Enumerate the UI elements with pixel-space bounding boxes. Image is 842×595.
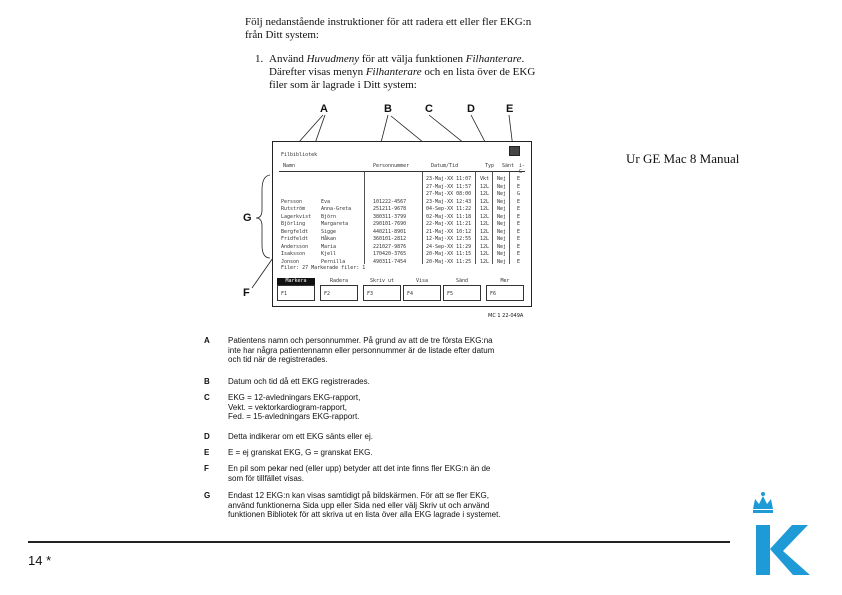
col-datetime: Datum/Tid — [431, 163, 459, 169]
col-type: Typ — [485, 163, 495, 169]
file-count-status: Filer: 27 Markerade filer: 1 — [281, 265, 366, 271]
table-row[interactable]: Fridfeldt Håkan 360101-2812 12-Maj-XX 12:55 12L Nej E — [281, 236, 521, 242]
step-number: 1. — [255, 53, 264, 65]
header-divider — [279, 171, 525, 172]
step-line-2: Därefter visas menyn Filhanterare och en lista över de EKG — [269, 66, 536, 78]
legend-item-d: D Detta indikerar om ett EKG sänts eller ej. — [204, 432, 373, 441]
col-personnummer: Personnummer — [373, 163, 410, 169]
table-row[interactable]: Jonson Pernilla 490311-7454 20-Maj-XX 11:25 12L Nej E — [281, 258, 521, 265]
file-list — [281, 176, 527, 266]
callout-c: C — [425, 103, 433, 115]
karolinska-logo-icon — [750, 491, 812, 577]
legend — [204, 336, 534, 523]
footer-divider — [28, 541, 730, 543]
f5-sand-button[interactable]: Sänd F5 — [443, 278, 481, 301]
intro-line: från Ditt system: — [245, 29, 319, 41]
figure-code: MC 1 22-049A — [488, 313, 524, 319]
callout-b: B — [384, 103, 392, 115]
step-line-1: Använd Huvudmeny för att välja funktionen Filhanterare. — [269, 53, 525, 65]
legend-item-g: G Endast 12 EKG:n kan visas samtidigt på bildskärmen. För att se fler EKG, använd funktionerna Sida upp eller Sida ned eller välj Skriv ut och använd funktionen Bibliotek för att skriva ut en lista över alla EKG lagrade i systemet. — [204, 491, 501, 520]
legend-item-f: F En pil som pekar ned (eller upp) betyder att det inte finns fler EKG:n än de som för tillfället visas. — [204, 464, 491, 483]
callout-d: D — [467, 103, 475, 115]
table-row[interactable]: 23-Maj-XX 11:07 Vkt Nej E — [426, 176, 521, 182]
f4-visa-button[interactable]: Visa F4 — [403, 278, 441, 301]
table-row[interactable]: Björling Margareta 290101-7690 22-Maj-XX 11:21 12L Nej E — [281, 221, 521, 227]
page-number: 14 * — [28, 553, 52, 568]
legend-item-c: C EKG = 12-avledningars EKG-rapport, Vekt. = vektorkardiogram-rapport, Fed. = 15-avledningars EKG-rapport. — [204, 393, 361, 422]
table-row[interactable]: 27-Maj-XX 08:00 12L Nej G — [426, 191, 521, 197]
scroll-indicator-icon — [509, 146, 520, 156]
f1-markera-button[interactable]: Markera F1 — [277, 278, 315, 301]
column-headers — [281, 163, 526, 175]
ecg-file-manager-screen — [272, 141, 532, 307]
table-row[interactable]: Isaksson Kjell 170420-3765 20-Maj-XX 11:15 12L Nej E — [281, 251, 521, 257]
legend-item-b: B Datum och tid då ett EKG registrerades. — [204, 377, 370, 386]
f2-radera-button[interactable]: Radera F2 — [320, 278, 358, 301]
callout-a: A — [320, 103, 328, 115]
table-row[interactable]: Andersson Maria 221027-9876 24-Sep-XX 11:29 12L Nej E — [281, 243, 521, 250]
table-row[interactable]: Persson Eva 101222-4567 23-Maj-XX 12:43 12L Nej E — [281, 198, 521, 205]
screen-title: Filbibliotek — [281, 152, 318, 158]
table-row[interactable]: 27-Maj-XX 11:57 12L Nej E — [426, 183, 521, 190]
function-key-bar — [277, 278, 527, 302]
callout-f: F — [243, 287, 250, 299]
table-row[interactable]: Lagerkvist Björn 380311-3799 02-Maj-XX 11:18 12L Nej E — [281, 213, 521, 220]
callout-g: G — [243, 212, 252, 224]
legend-item-e: E E = ej granskat EKG, G = granskat EKG. — [204, 448, 373, 457]
intro-line: Följ nedanstående instruktioner för att radera ett eller fler EKG:n — [245, 16, 532, 28]
legend-item-a: A Patientens namn och personnummer. På grund av att de tre första EKG:na inte har några patientennamn eller personnummer är de listade efter datum och tid när de registrerades. — [204, 336, 495, 365]
callout-e: E — [506, 103, 514, 115]
f6-mer-button[interactable]: Mer F6 — [486, 278, 524, 301]
col-status: i-G — [519, 163, 526, 175]
f3-skriv-ut-button[interactable]: Skriv ut F3 — [363, 278, 401, 301]
col-name: Namn — [283, 163, 296, 169]
table-row[interactable]: Rutström Anna-Greta 251211-9678 04-Sep-XX 11:22 12L Nej E — [281, 206, 521, 212]
col-sent: Sänt — [502, 163, 515, 169]
source-note: Ur GE Mac 8 Manual — [626, 151, 740, 166]
table-row[interactable]: Bergfeldt Sigge 440211-8901 21-Maj-XX 10:12 12L Nej E — [281, 228, 521, 235]
step-line-3: filer som är lagrade i Ditt system: — [269, 79, 417, 91]
